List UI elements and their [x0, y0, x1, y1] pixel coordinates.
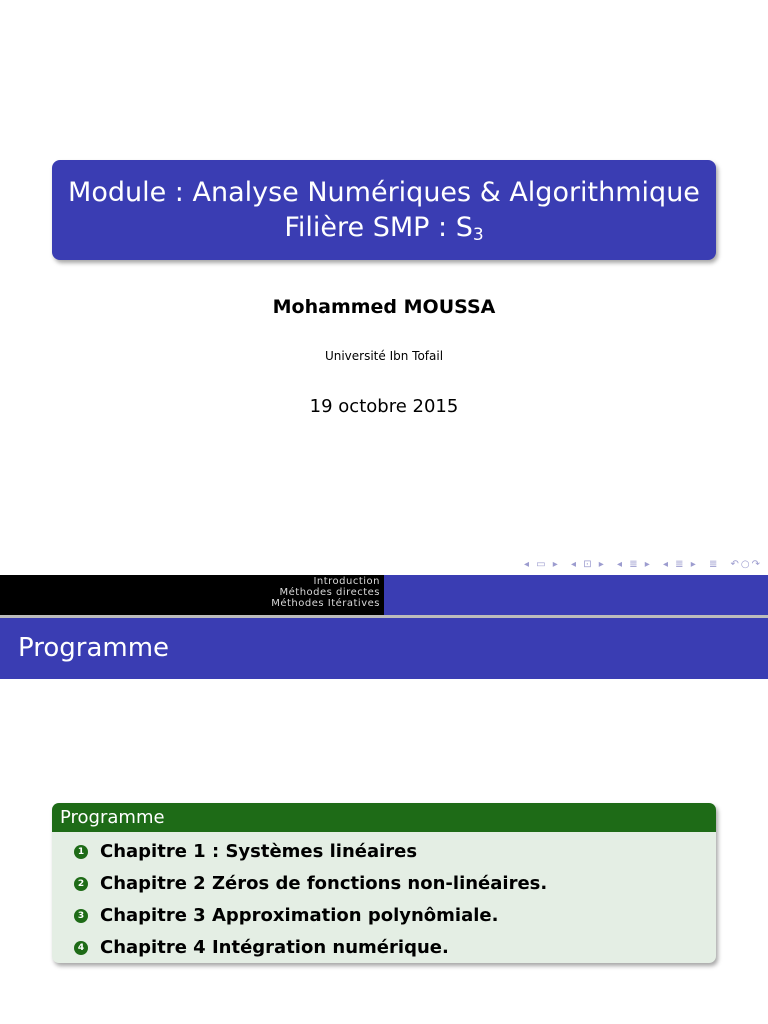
presentation-subtitle: [52, 210, 716, 253]
subsection-nav-icon[interactable]: ◂ ⊡ ▸: [571, 559, 606, 570]
presentation-nav-icon[interactable]: ◂ ≣ ▸: [662, 559, 698, 570]
chapter-label: Chapitre 4 Intégration numérique.: [100, 937, 449, 958]
enum-bullet-icon: 1: [74, 845, 88, 859]
program-block: [52, 803, 716, 963]
headline-right: [384, 575, 768, 615]
section-nav-icon[interactable]: ◂ ≣ ▸: [617, 559, 652, 570]
headline-bar: [0, 575, 768, 615]
enum-bullet-icon: 3: [74, 909, 88, 923]
headline-left: [0, 575, 384, 615]
section-methodes-iteratives[interactable]: Méthodes Itératives: [271, 598, 380, 609]
list-item: [74, 868, 716, 900]
program-slide: [0, 575, 768, 1024]
frame-title-bar: [0, 618, 768, 679]
subtitle-text: Filière SMP : S: [284, 212, 473, 243]
list-item: [74, 932, 716, 963]
presentation-title: Module : Analyse Numériques & Algorithmique: [68, 177, 700, 208]
enum-bullet-icon: 4: [74, 941, 88, 955]
section-introduction[interactable]: Introduction: [313, 576, 380, 587]
list-item: [74, 836, 716, 868]
author-name: Mohammed MOUSSA: [272, 296, 496, 318]
enum-bullet-icon: 2: [74, 877, 88, 891]
beamer-navigation: [518, 559, 762, 570]
title-box: [52, 160, 716, 260]
section-list: [271, 576, 380, 609]
search-icon[interactable]: ↶○↷: [730, 559, 762, 570]
chapter-label: Chapitre 1 : Systèmes linéaires: [100, 841, 418, 862]
block-title: Programme: [52, 803, 716, 832]
frame-nav-icon[interactable]: ◂ ▭ ▸: [523, 559, 560, 570]
chapter-label: Chapitre 3 Approximation polynômiale.: [100, 905, 499, 926]
chapter-label: Chapitre 2 Zéros de fonctions non-linéaires.: [100, 873, 548, 894]
frame-title: Programme: [18, 633, 170, 663]
institute-name: Université Ibn Tofail: [324, 349, 444, 363]
chapter-list: [52, 832, 716, 963]
presentation-date: 19 octobre 2015: [309, 396, 459, 417]
align-icon[interactable]: ≣: [708, 559, 720, 570]
section-methodes-directes[interactable]: Méthodes directes: [279, 587, 380, 598]
list-item: [74, 900, 716, 932]
subtitle-subscript: 3: [472, 225, 484, 245]
